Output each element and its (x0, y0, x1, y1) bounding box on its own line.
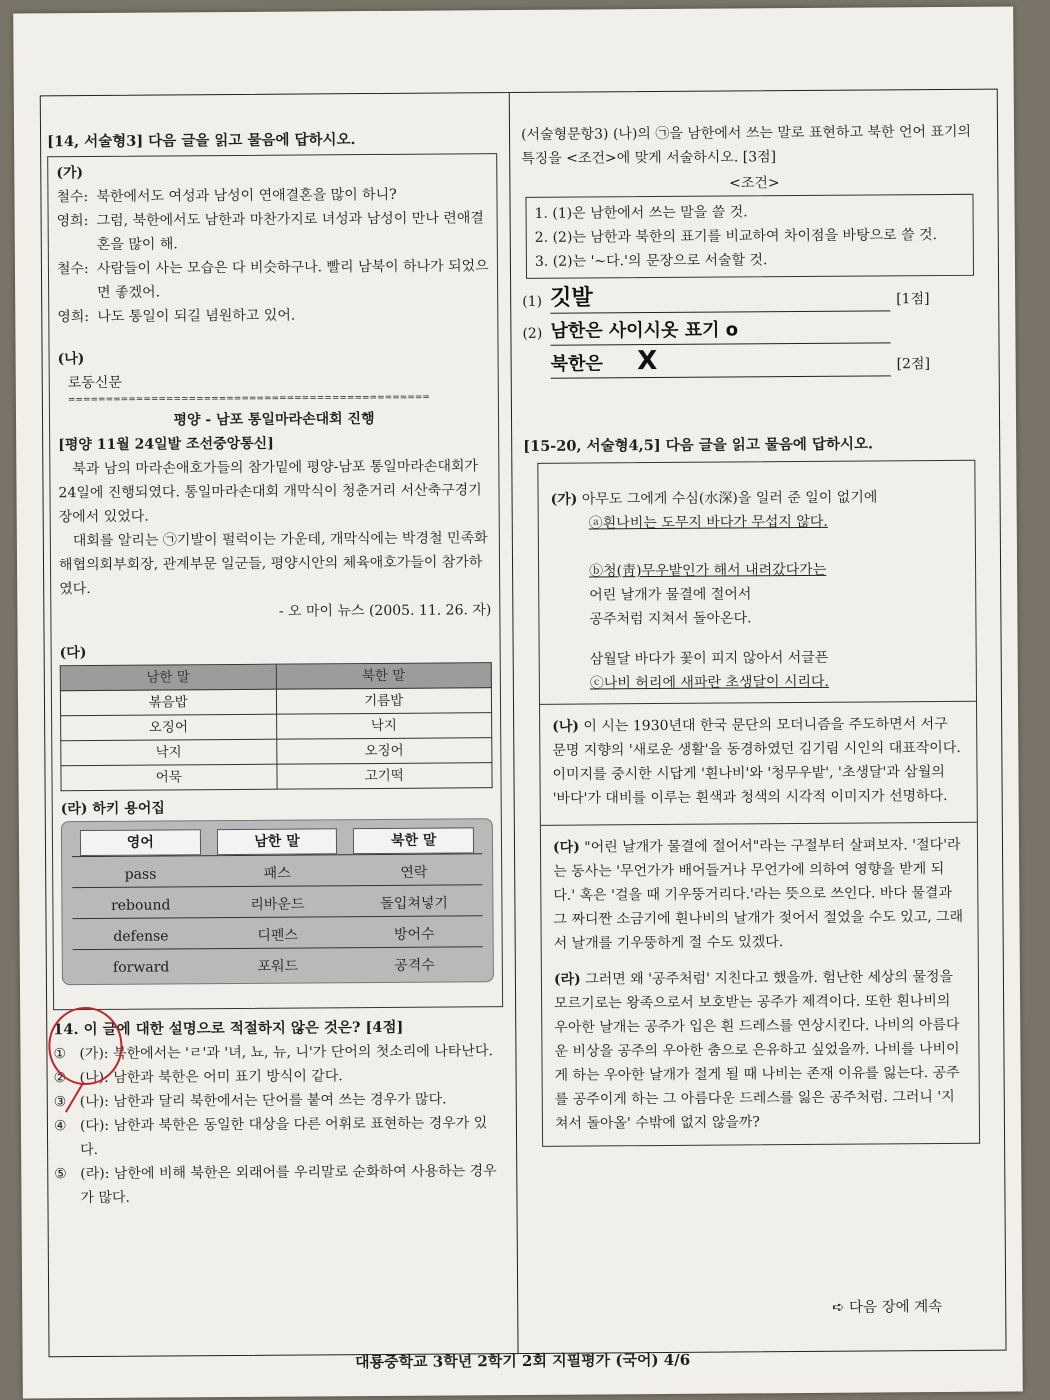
vocab-table: 남한 말 북한 말 볶음밥 기름밥 오징어 낙지 낙지 오징어 어묵 고기떡 (60, 662, 493, 791)
glossary-row: pass 패스 연락 (72, 854, 482, 888)
ga-label: (가) (56, 165, 84, 182)
right-column (521, 90, 994, 1147)
condition-box (525, 194, 974, 279)
table-row: 오징어 낙지 (61, 713, 492, 741)
passage-da: (다) "어린 날개가 물결에 절어서"라는 구절부터 살펴보자. '절다'라는 동사는 '무언가가 배어들거나 무언가에 의하여 영향을 받게 되다.' 혹은 '걸을 때 기우뚱거리다.'라는 뜻으로 쓰인다. 바다 물결과 그 짜디짠 소금기에 흰나비의 날개가 젖어서 절었을 수도 있고, 그래서 날개를 기우뚱하게 절 수도 있겠다. (552, 836, 964, 952)
glossary-row: rebound 리바운드 돌입쳐넣기 (72, 885, 482, 919)
q14-stem: 14. 이 글에 대한 설명으로 적절하지 않은 것은? [4점] (53, 1018, 404, 1039)
dialog-line: 영희: 그럼, 북한에서도 남한과 마찬가지로 녀성과 남성이 만나 련애결혼을 많이 해. (56, 210, 484, 253)
left-column (47, 93, 505, 1210)
q15-intro: [15-20, 서술형4,5] 다음 글을 읽고 물음에 답하시오. (523, 435, 874, 455)
condition-2: 2. (2)는 남한과 북한의 표기를 비교하여 차이점을 바탕으로 쓸 것. (534, 227, 938, 246)
x-mark: X (637, 346, 658, 377)
news-source: - 오 마이 뉴스 (2005. 11. 26. 자) (278, 602, 492, 620)
dialog-line: 철수: 사람들이 사는 모습은 다 비슷하구나. 빨리 남북이 하나가 되었으면 좋겠어. (56, 258, 489, 301)
poem-line-a: ⓐ흰나비는 도무지 바다가 무섭지 않다. (588, 513, 828, 532)
column-divider (509, 93, 519, 1353)
news-paragraph-2: 대회를 알리는 ㉠기발이 펄럭이는 가운데, 개막식에는 박경철 민족화해협의회부회장, 관계부문 일군들, 평양시안의 체육애호가들이 참가하였다. (58, 530, 488, 598)
da-label: (다) (59, 645, 87, 662)
newspaper-rule: ================================================ (67, 392, 430, 406)
glossary-row: defense 디펜스 방어수 (73, 916, 483, 950)
answer-2: (2) 남한은 사이시옷 표기 o (522, 317, 988, 346)
poem-line-b: ⓑ청(靑)무우밭인가 해서 내려갔다가는 (589, 561, 827, 580)
answer-1-field[interactable]: 깃발 (550, 284, 890, 313)
option-5[interactable]: ⑤ (라): 남한에 비해 북한은 외래어를 우리말로 순화하여 사용하는 경우가 많다. (54, 1163, 497, 1207)
question-14 (53, 1015, 504, 1210)
news-headline: 평양 - 남포 통일마라손대회 진행 (173, 410, 375, 429)
passage-na: (나) 이 시는 1930년대 한국 문단의 모더니즘을 주도하면서 서구 문명 지향의 '새로운 생활'을 동경하였던 김기림 시인의 대표작이다. 이미지를 중시한 시답게 '흰나비'와 '청무우밭', '초생달'과 삼월의 '바다'가 대비를 이루는 흰색과 청색의 시각적 이미지가 선명하다. (552, 716, 961, 807)
dialog-line: 영희: 나도 통일이 되길 념원하고 있어. (57, 307, 296, 326)
answer-2-field[interactable]: 남한은 사이시옷 표기 o (550, 317, 890, 345)
glossary-row: forward 포워드 공격수 (112, 957, 435, 976)
table-row: 낙지 오징어 (61, 738, 492, 766)
poem-line: 공주처럼 지쳐서 돌아온다. (589, 610, 752, 628)
option-1[interactable]: ① (가): 북한에서는 'ㄹ'과 '녀, 뇨, 뉴, 니'가 단어의 첫소리에 나타난다. (53, 1043, 493, 1063)
poem-line: 어린 날개가 물결에 절어서 (589, 586, 752, 604)
ra-label: (라) 하키 용어집 (60, 800, 165, 818)
newspaper-name: 로동신문 (67, 374, 122, 392)
answer-1: (1) 깃발 [1점] (522, 284, 988, 314)
news-paragraph-1: 북과 남의 마라손애호가들의 참가밑에 평양-남포 통일마라손대회가 24일에 진행되였다. 통일마라손대회 개막식이 청춘거리 서산축구경기장에서 있었다. (58, 458, 482, 526)
passage-box-2: (가) 아무도 그에게 수심(水深)을 일러 준 일이 없기에 ⓐ흰나비는 도무지 바다가 무섭지 않다. ⓑ청(靑)무우밭인가 해서 내려갔다가는 어린 날개가 물결에 절어서 공주처럼 지쳐서 돌아온다. 삼월달 바다가 꽃이 피지 않아서 서글픈 ⓒ나비 허리에 새파란 초생달이 시리다. (나) 이 시는 1930년대 한국 문단의 모더니즘을 주도하면서 서구 문명 지향의 '새로운 생활'을 동경하였던 김기림 시인의 대표작이다. 이미지를 중시한 시답게 '흰나비'와 '청무우밭', '초생달'과 삼월의 '바다'가 대비를 이루는 흰색과 청색의 시각적 이미지가 선명하다. (다) "어린 날개가 물결에 절어서"라는 구절부터 살펴보자. '절다'라는 동사는 '무언가가 배어들거나 무언가에 의하여 영향을 받게 되다.' 혹은 '걸을 때 기우뚱거리다.'라는 뜻으로 쓰인다. 바다 물결과 그 짜디짠 소금기에 흰나비의 날개가 젖어서 절었을 수도 있고, 그래서 날개를 기우뚱하게 절 수도 있겠다. (라) 그러면 왜 '공주처럼' 지친다고 했을까. 험난한 세상의 물정을 모르기로는 왕족으로서 보호받는 공주가 제격이다. 또한 흰나비의 우아한 날개는 공주가 입은 흰 드레스를 연상시킨다. 나비의 아름다운 비상을 공주의 우아한 춤으로 은유하고 싶었을까. 나비를 나비이게 하는 우아한 날개가 절게 될 때 나비는 존재 이유를 잃는다. 공주를 공주이게 하는 그 아름다운 드레스를 잃은 공주처럼. 그러니 '지쳐서 돌아올' 수밖에 없지 않을까? (537, 460, 980, 1147)
news-dateline: [평양 11월 24일발 조선중앙통신] (58, 435, 274, 454)
page-frame (40, 89, 1007, 1358)
condition-3: 3. (2)는 '~다.'의 문장으로 서술할 것. (534, 252, 768, 270)
essay3-stem: (서술형문항3) (나)의 ㉠을 남한에서 쓰는 말로 표현하고 북한 언어 표기의 특징을 <조건>에 맞게 서술하시오. [3점] (520, 123, 972, 167)
answer-2-line2: 북한은 X [2점] (523, 347, 989, 379)
poem-line: 삼월달 바다가 꽃이 피지 않아서 서글픈 (589, 649, 829, 668)
option-3[interactable]: ③ (나): 남한과 달리 북한에서는 단어를 붙여 쓰는 경우가 많다. (53, 1091, 447, 1111)
option-2[interactable]: ② (나): 남한과 북한은 어미 표기 방식이 같다. (53, 1068, 343, 1087)
continue-note: ➪ 다음 장에 계속 (832, 1299, 943, 1316)
option-4[interactable]: ④ (다): 남한과 북한은 동일한 대상을 다른 어휘로 표현하는 경우가 있다. (53, 1115, 488, 1159)
condition-1: 1. (1)은 남한에서 쓰는 말을 쓸 것. (534, 204, 748, 222)
hockey-glossary (61, 818, 494, 985)
dialog-line: 철수: 북한에서도 여성과 남성이 연애결혼을 많이 하니? (56, 186, 397, 206)
exam-sheet (13, 7, 1023, 1399)
na-label: (나) (57, 351, 85, 368)
table-row: 볶음밥 기름밥 (60, 688, 491, 716)
table-row: 어묵 고기떡 (61, 763, 492, 791)
passage-ga (47, 153, 503, 1010)
condition-title: <조건> (729, 175, 780, 192)
poem-line-c: ⓒ나비 허리에 새파란 초생달이 시리다. (589, 673, 830, 692)
poem-line: 아무도 그에게 수심(水深)을 일러 준 일이 없기에 (581, 489, 878, 508)
page-footer: 대룡중학교 3학년 2학기 2회 지필평가 (국어) 4/6 (355, 1350, 691, 1372)
red-circle-mark (45, 1004, 146, 1115)
passage-ra: (라) 그러면 왜 '공주처럼' 지친다고 했을까. 험난한 세상의 물정을 모르기로는 왕족으로서 보호받는 공주가 제격이다. 또한 흰나비의 우아한 날개는 공주가 입은 흰 드레스를 연상시킨다. 나비의 아름다운 비상을 공주의 우아한 춤으로 은유하고 싶었을까. 나비를 나비이게 하는 우아한 날개가 절게 될 때 나비는 존재 이유를 잃는다. 공주를 공주이게 하는 그 아름다운 드레스를 잃은 공주처럼. 그러니 '지쳐서 돌아올' 수밖에 없지 않을까? (553, 968, 960, 1132)
glossary-header: 영어 남한 말 북한 말 (72, 823, 482, 857)
q14-intro: [14, 서술형3] 다음 글을 읽고 물음에 답하시오. (47, 131, 356, 151)
answer-2-field-2[interactable]: 북한은 X (551, 347, 891, 378)
